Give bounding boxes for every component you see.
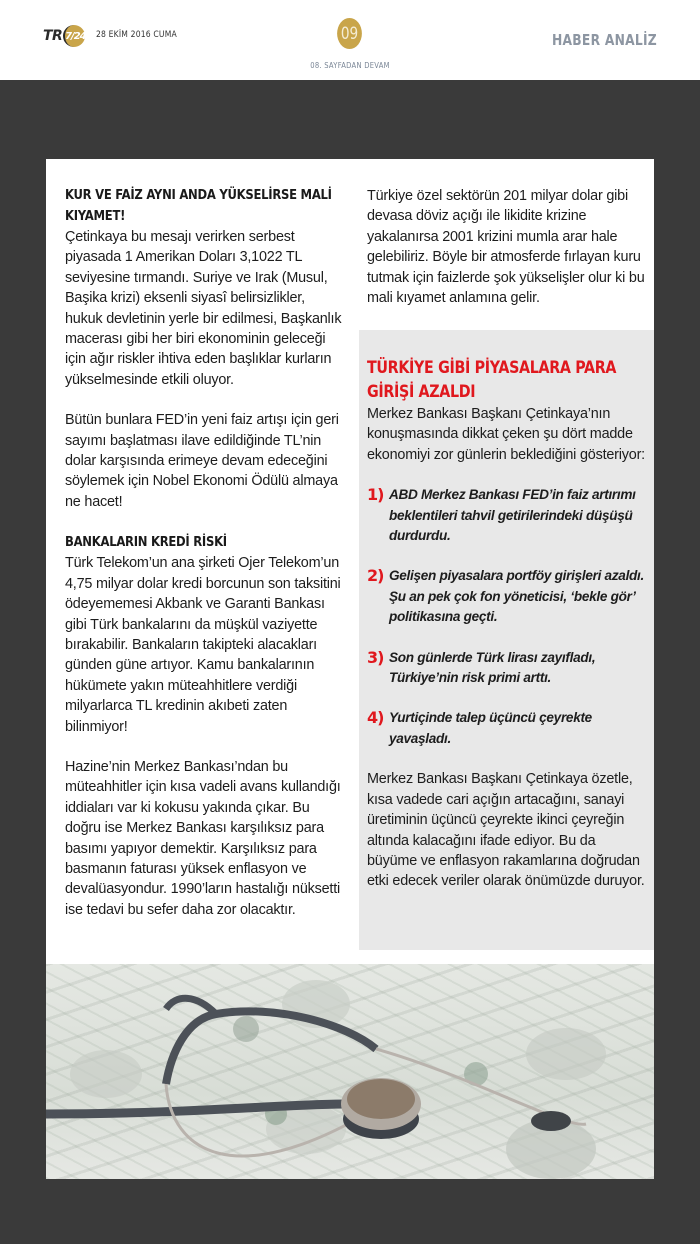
list-item [367, 566, 649, 627]
page-header [0, 0, 700, 80]
sidebar-heading: TÜRKİYE GİBİ PİYASALARA PARA GİRİŞİ AZALDI [367, 358, 617, 402]
sidebar-outro: Merkez Bankası Başkanı Çetinkaya özetle, kısa vadede cari açığın artacağını, sanayi üretiminin üçüncü çeyrekte ikinci çeyreğin altında kalacağını ifade ediyor. Bu da büyüme ve enflasyon rakamlarına doğrudan etki edecek veriler olarak önümüzde duruyor. [367, 771, 645, 890]
continued-from-label: 08. SAYFADAN DEVAM [310, 61, 390, 70]
item-number: 2) [367, 566, 384, 586]
right-column [367, 186, 649, 308]
section-title: HABER ANALİZ [552, 31, 657, 49]
logo-tr-text: TR [43, 28, 63, 44]
item-number: 1) [367, 485, 384, 505]
list-item [367, 648, 649, 689]
issue-date: 28 EKİM 2016 CUMA [96, 30, 177, 40]
stethoscope-money-photo [46, 964, 654, 1179]
sidebar-intro: Merkez Bankası Başkanı Çetinkaya’nın konuşmasında dikkat çeken şu dört madde ekonomiyi zor günlerin beklediğini gösteriyor: [367, 406, 645, 463]
item-text: ABD Merkez Bankası FED’in faiz artırımı beklentileri tahvil getirilerindeki düşüşü durdurdu. [389, 487, 636, 544]
list-item [367, 485, 649, 546]
item-number: 3) [367, 647, 384, 667]
list-item [367, 708, 649, 749]
item-text: Yurtiçinde talep üçüncü çeyrekte yavaşladı. [389, 710, 592, 746]
stethoscope-icon [46, 964, 654, 1179]
heading-banka-kredi: BANKALARIN KREDİ RİSKİ [65, 535, 227, 551]
page-number-badge: 09 [337, 18, 362, 49]
paragraph: Hazine’nin Merkez Bankası’ndan bu müteahhitler için kısa vadeli avans kullandığı iddiaları var ki kokusu yakında çıkar. Bu doğru ise Merkez Bankası karşılıksız para basımı yapıyor demektir. Karşılıksız para basmanın faturası yüksek enflasyon ve devalüasyondur. 1990’ların hastalığı nüksetti ise tedavi bu sefer daha zor olacaktır. [65, 758, 341, 918]
heading-kur-faiz: KUR VE FAİZ AYNI ANDA YÜKSELİRSE MALİ KIYAMET! [65, 188, 332, 224]
paragraph: Türkiye özel sektörün 201 milyar dolar gibi devasa döviz açığı ile likidite krizine yakalanırsa 2001 krizini mumla arar hale gelebiliriz. Böyle bir atmosferde fırlayan kuru tutmak için faizlerde şok yükselişler olur ki bu mali kıyamet anlamına gelir. [367, 188, 645, 307]
left-column [65, 185, 345, 920]
item-number: 4) [367, 708, 384, 728]
item-text: Son günlerde Türk lirası zayıfladı, Türkiye’nin risk primi arttı. [389, 649, 596, 686]
item-text: Gelişen piyasalara portföy girişleri azaldı. Şu an pek çok fon yöneticisi, ‘bekle gör’ politikasına geçti. [389, 568, 645, 625]
paragraph: Çetinkaya bu mesajı verirken serbest piyasada 1 Amerikan Doları 3,1022 TL seviyesine tırmandı. Suriye ve Irak (Musul, Başika krizi) eksenli siyasî belirsizlikler, hukuk devletinin yerle bir edilmesi, Başkanlık macerası gibi her biri ekonominin geleceği için ağır riskler ihtiva eden başlıklar kurların yükselmesinde etkili oluyor. [65, 229, 342, 388]
logo-724-badge: 7/24 [63, 25, 85, 47]
sidebar-box-content [367, 356, 649, 892]
paragraph: Bütün bunlara FED’in yeni faiz artışı için geri sayımı başlatması ilave edildiğinde TL’nin dolar karşısında erimeye devam edeceğini söylemek için Nobel Ekonomi Ödülü almaya ne hacet! [65, 412, 339, 510]
paragraph: Türk Telekom’un ana şirketi Ojer Telekom’un 4,75 milyar dolar kredi borcunun son taksitini ödeyememesi Akbank ve Garanti Bankası gibi Türk bankalarını da müşkül vaziyette bırakabilir. Bankaların takipteki alacakları günden güne artıyor. Kamu bankalarının hükümete yakın müteahhitlere verdiği milyarlarca TL kredinin akıbeti zaten bilinmiyor! [65, 555, 341, 735]
tr724-logo [43, 26, 85, 46]
